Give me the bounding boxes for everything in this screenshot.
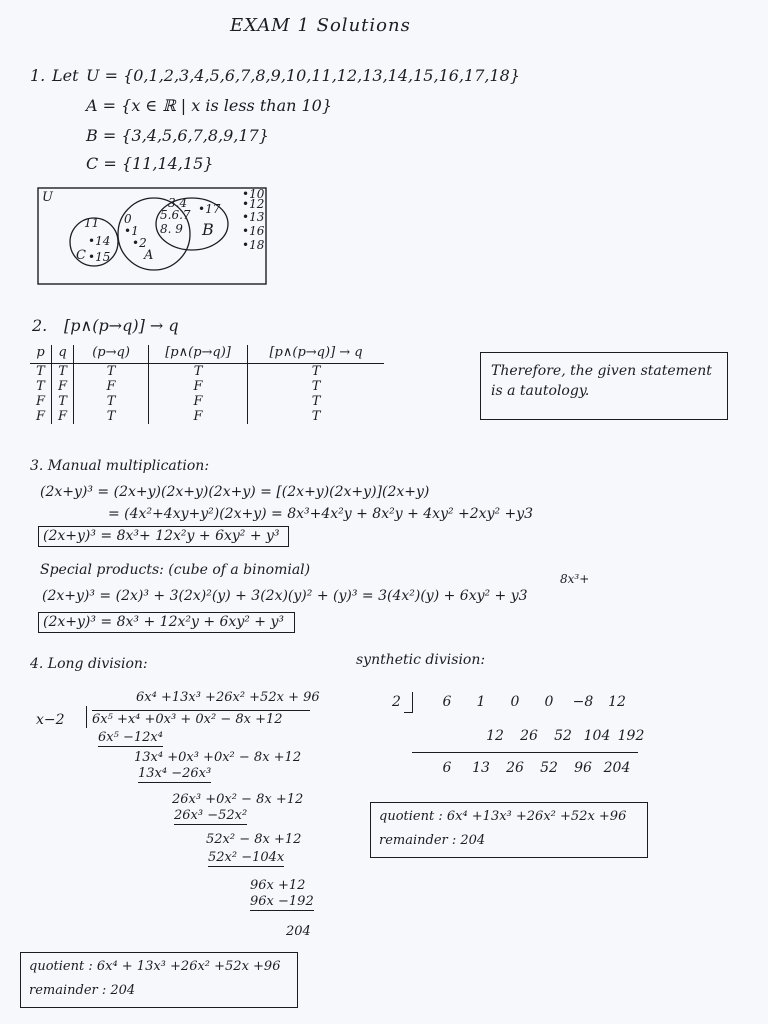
table-row: T T T T T <box>30 364 384 380</box>
venn-u-label: U <box>42 190 53 205</box>
synthetic-middle-row: 12 26 52 104 192 <box>486 728 645 744</box>
table-row: T F F F T <box>30 379 384 394</box>
truth-table <box>30 345 384 424</box>
header-q: q <box>52 345 74 364</box>
division-step-2: 13x⁴ +0x³ +0x² − 8x +12 <box>134 750 302 765</box>
conclusion-line-2: is a tautology. <box>491 383 590 399</box>
synthetic-root: 2 <box>392 694 401 710</box>
manual-line-2: = (4x²+4xy+y²)(2x+y) = 8x³+4x²y + 8x²y + 4xy² +2xy² +y3 <box>108 506 534 522</box>
ab-elements-8-9: 8. 9 <box>160 222 183 236</box>
venn-c-label: C <box>76 248 86 263</box>
problem-1-number: 1. <box>30 66 46 85</box>
outside-element-16: •16 <box>242 224 265 238</box>
manual-line-1: (2x+y)³ = (2x+y)(2x+y)(2x+y) = [(2x+y)(2x+y)](2x+y) <box>40 484 430 500</box>
b-element-17: •17 <box>198 202 221 216</box>
long-division-quotient: 6x⁴ +13x³ +26x² +52x + 96 <box>136 690 320 705</box>
problem-2-expression: [p∧(p→q)] → q <box>64 316 179 335</box>
special-products-heading: Special products: (cube of a binomial) <box>40 562 311 578</box>
set-b-definition: B = {3,4,5,6,7,8,9,17} <box>86 126 269 145</box>
division-step-8: 96x +12 <box>250 878 306 893</box>
division-step-6: 52x² − 8x +12 <box>206 832 302 847</box>
special-result-box: (2x+y)³ = 8x³ + 12x²y + 6xy² + y³ <box>38 612 295 633</box>
header-full-statement: [p∧(p→q)] → q <box>248 345 385 364</box>
tautology-conclusion-box <box>480 352 728 420</box>
synthetic-coefficients-row: 6 1 0 0 −8 12 <box>442 694 626 710</box>
page-title: EXAM 1 Solutions <box>230 15 411 36</box>
venn-shapes <box>36 186 268 286</box>
long-division-answer-box <box>20 952 298 1008</box>
set-c-definition: C = {11,14,15} <box>86 154 214 173</box>
long-division-answer-remainder: remainder : 204 <box>29 983 136 998</box>
synthetic-root-bracket <box>404 692 413 713</box>
outside-element-13: •13 <box>242 210 265 224</box>
manual-result-box: (2x+y)³ = 8x³+ 12x²y + 6xy² + y³ <box>38 526 289 547</box>
problem-1-let: Let <box>52 66 79 85</box>
c-element-14: •14 <box>88 234 111 248</box>
a-element-1: •1 <box>124 224 139 238</box>
special-line: (2x+y)³ = (2x)³ + 3(2x)²(y) + 3(2x)(y)² + (y)³ = 3(4x²)(y) + 6xy² + y3 <box>42 588 528 604</box>
division-step-4: 26x³ +0x² − 8x +12 <box>172 792 304 807</box>
problem-2-number: 2. <box>32 316 48 335</box>
synthetic-result-row: 6 13 26 52 96 204 <box>442 760 631 776</box>
long-division-answer-quotient: quotient : 6x⁴ + 13x³ +26x² +52x +96 <box>29 959 281 974</box>
a-element-0: 0 <box>124 212 132 226</box>
header-p: p <box>30 345 52 364</box>
long-division-dividend: 6x⁵ +x⁴ +0x³ + 0x² − 8x +12 <box>92 710 310 728</box>
synthetic-answer-quotient: quotient : 6x⁴ +13x³ +26x² +52x +96 <box>379 809 627 824</box>
header-p-and-implication: [p∧(p→q)] <box>149 345 248 364</box>
table-row: F F T F T <box>30 409 384 424</box>
ab-elements-5-6-7: 5.6.7 <box>160 208 191 222</box>
outside-element-10: •10 <box>242 187 265 201</box>
special-small-note: 8x³+ <box>560 572 590 586</box>
synthetic-sum-line <box>412 752 638 753</box>
venn-b-label: B <box>202 220 214 239</box>
set-u-definition: U = {0,1,2,3,4,5,6,7,8,9,10,11,12,13,14,15,16,17,18} <box>86 66 520 85</box>
venn-diagram <box>36 186 268 286</box>
c-element-11: 11 <box>84 216 100 230</box>
problem-3-heading: 3. Manual multiplication: <box>30 458 210 474</box>
division-bracket <box>86 706 89 728</box>
long-division-divisor: x−2 <box>36 712 65 728</box>
division-step-9: 96x −192 <box>250 894 314 909</box>
problem-4-heading: 4. Long division: <box>30 656 148 672</box>
a-element-2: •2 <box>132 236 147 250</box>
division-step-3: 13x⁴ −26x³ <box>138 766 212 781</box>
synthetic-answer-box <box>370 802 648 858</box>
ab-elements-3-4: 3.4 <box>168 196 188 210</box>
outside-element-18: •18 <box>242 238 265 252</box>
division-step-7: 52x² −104x <box>208 850 285 865</box>
synthetic-answer-remainder: remainder : 204 <box>379 833 486 848</box>
header-p-implies-q: (p→q) <box>74 345 149 364</box>
division-step-1: 6x⁵ −12x⁴ <box>98 730 163 745</box>
division-step-5: 26x³ −52x² <box>174 808 248 823</box>
synthetic-division-heading: synthetic division: <box>356 652 486 668</box>
table-row: F T T F T <box>30 394 384 409</box>
set-a-definition: A = {x ∈ ℝ | x is less than 10} <box>86 96 333 115</box>
venn-a-label: A <box>144 248 154 263</box>
division-remainder: 204 <box>286 924 311 939</box>
conclusion-line-1: Therefore, the given statement <box>491 363 712 379</box>
c-element-15: •15 <box>88 250 111 264</box>
outside-element-12: •12 <box>242 197 265 211</box>
